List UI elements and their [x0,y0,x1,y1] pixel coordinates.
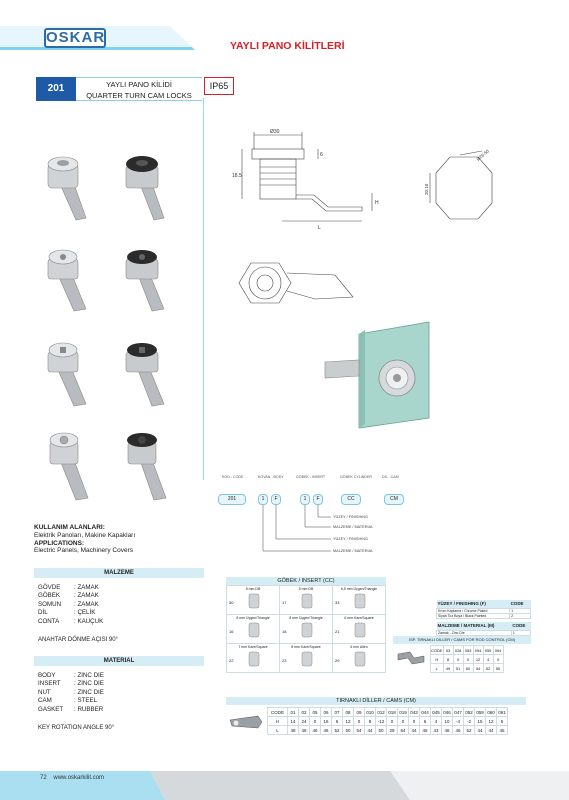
table-cell: 06 [321,708,332,717]
table-cell: 047 [454,709,462,715]
code-leader-lines [255,505,335,560]
table-cell: 6 [332,717,343,726]
lock-photo-black-3 [118,338,170,418]
malzeme-title: MALZEME [34,568,204,578]
table-row [268,726,508,735]
table-cell: CODE [268,708,288,717]
malzeme-list [38,584,103,626]
footer-url[interactable]: www.oskarkilit.com [53,775,105,781]
footer-text [40,775,104,781]
table-cell: 0 [354,717,365,726]
table-cell: 018 [388,709,396,715]
code-box-cc: CC [341,494,361,505]
table-cell: 50 [343,726,354,735]
insert-cell: 18 8 mm Üçgen/Triangle [280,615,333,644]
insert-icon [248,650,260,668]
insert-icon [354,650,366,668]
table-cell: 52 [332,726,343,735]
table-cell: 44 [409,726,420,735]
table-cell: 44 [486,726,497,735]
table-cell: 46 [453,726,464,735]
malzeme-row: DİL : ÇELİK [38,609,96,617]
cutout-drawing [420,145,510,235]
insert-cell: 22 7 mm Kare/Square [227,644,280,673]
insert-icon [301,592,313,610]
finishing-table-title: YÜZEY / FINISHING (F) [437,600,510,608]
table-cell: 044 [421,709,429,715]
dim-height-outer: 18.5 [232,173,242,179]
table-cell: 0 [310,717,321,726]
table-cell: 0 [409,717,420,726]
code-box-body-f: F [271,494,281,505]
code-header-insert: GÖBEK - INSERT [296,475,326,479]
divider-line [203,98,204,480]
lock-photo-black-1 [118,150,170,230]
malzeme-row: GÖVDE : ZAMAK [38,584,99,591]
material-row: GASKET : RUBBER [38,705,104,713]
side-view-drawing [222,125,392,235]
insert-cell: 16 8 mm Üçgen/Triangle [227,615,280,644]
product-names [76,77,202,101]
table-cell: 48 [288,726,299,735]
code-header-body: KOVAN - BODY [258,475,284,479]
insert-icon [301,621,313,639]
insert-cell: 30 5 mm DB [227,586,280,615]
table-cell: 45 [497,726,508,735]
material-row: NUT : ZINC DIE [38,688,104,696]
brand-logo: OSKAR [46,29,106,46]
table-cell: 45 [420,726,431,735]
table-cell: 16 [321,717,332,726]
code-label-finishing-1: YÜZEY / FINISHING [333,515,368,519]
table-cell: 50 [376,726,387,735]
table-cell: 44 [365,726,376,735]
code-box-body-1: 1 [258,494,268,505]
table-cell: L [268,726,288,735]
code-label-material-2: MALZEME / MATERIAL [333,549,374,553]
table-row: L 49 51 60 54 52 55 [431,664,504,673]
insert-cell: 23 8 mm Kare/Square [280,644,333,673]
table-row: H 8 0 0 12 4 0 [431,655,504,664]
insert-cell: 33 6,5 mm Üçgen/Triangle [333,586,386,615]
cam-table [267,707,508,735]
table-cell: 44 [475,726,486,735]
table-cell: 12 [343,717,354,726]
material-table [436,622,531,636]
malzeme-row: GÖBEK : ZAMAK [38,592,99,600]
table-cell: 045 [432,709,440,715]
table-cell: 46 [321,726,332,735]
usage-title-tr: KULLANIM ALANLARI: [34,524,105,531]
dim-h: H [375,200,379,206]
lock-photo-chrome-4 [40,428,92,508]
table-cell: 010 [366,709,374,715]
finishing-code-header: CODE [510,600,531,608]
table-cell: 46 [310,726,321,735]
insert-table-title: GÖBEK / INSERT (CC) [226,577,386,585]
malzeme-row: SOMUN : ZAMAK [38,600,99,608]
footer-grey-stripe [150,771,410,800]
malzeme-note: ANAHTAR DÖNME AÇISI 90° [38,637,118,643]
table-row: Siyah Toz Boya / Black Painted 2 [437,613,531,618]
table-cell: 64 [398,726,409,735]
material-code-header: CODE [511,622,530,630]
table-cell: 52 [464,726,475,735]
code-header-cylinder: GÖBEK CYLINDER [340,475,372,479]
table-cell: 48 [299,726,310,735]
table-cell: 29 [387,726,398,735]
table-cell: 08 [343,708,354,717]
dim-cutout-diameter: Ø26.50 [475,148,490,162]
lock-photo-chrome-1 [40,150,92,230]
code-label-material-1: MALZEME / MATERIAL [333,525,374,529]
table-cell: 12 [486,717,497,726]
table-cell: 05 [310,708,321,717]
table-cell: 48 [442,726,453,735]
table-cell: 059 [476,709,484,715]
dim-height-inner: 6 [320,152,323,158]
cam-icon [228,712,264,734]
finishing-table [436,600,531,619]
cam-table-title: TIRNAKLI DİLLER / CAMS (CM) [226,697,526,705]
table-cell: -4 [453,717,464,726]
table-cell: H [268,717,288,726]
table-cell: -12 [376,717,387,726]
material-row: INSERT : ZINC DIE [38,680,104,688]
table-cell: 14 [288,717,299,726]
table-cell: 07 [332,708,343,717]
table-cell: 4 [431,717,442,726]
lock-photo-chrome-2 [40,245,92,325]
dim-diameter: Ø30 [270,129,280,135]
table-cell: 01 [288,708,299,717]
table-row [268,708,508,717]
usage-title-en: APPLICATIONS: [34,539,85,547]
lock-photo-black-4 [118,428,170,508]
table-cell: 061 [498,709,506,715]
usage-text-en: Electric Panels, Machinery Covers [34,547,133,555]
table-cell: 02 [299,708,310,717]
insert-icon [301,650,313,668]
usage-block [34,524,135,555]
table-cell: 54 [354,726,365,735]
table-cell: 6 [420,717,431,726]
table-cell: 043 [410,709,418,715]
material-title: MATERIAL [34,656,204,666]
page-number: 72 [40,775,47,781]
table-row: CODE 03 028 053 054 055 064 [431,647,502,653]
code-box-insert-f: F [313,494,323,505]
insert-icon [248,592,260,610]
code-label-finishing-2: YÜZEY / FINISHING [333,537,368,541]
product-name-en: QUARTER TURN CAM LOCKS [86,91,192,100]
table-cell: -2 [464,717,475,726]
table-cell: 060 [487,709,495,715]
malzeme-row: CONTA : KAUÇUK [38,617,104,625]
table-cell: 43 [431,726,442,735]
material-row: CAM : STEEL [38,697,98,705]
code-box-201: 201 [218,494,246,505]
insert-cell: 21 6 mm Kare/Square [333,615,386,644]
material-list [38,672,104,714]
table-row: Zamak - Zinc Die 1 [437,630,531,635]
dim-cutout-flat: 20.10 [424,183,429,195]
lock-photo-chrome-3 [40,338,92,418]
insert-icon [248,621,260,639]
insert-cell: 17 5 mm DB [280,586,333,615]
product-name-tr: YAYLI PANO KİLİDİ [106,80,172,89]
table-cell: 019 [399,709,407,715]
material-note: KEY ROTATION ANGLE 90° [38,725,115,731]
insert-table [226,585,386,673]
code-box-cm: CM [384,494,404,505]
table-cell: 09 [354,708,365,717]
table-cell: 0 [387,717,398,726]
insert-cell: 29 6 mm Allen [333,644,386,673]
material-row: BODY : ZINC DIE [38,672,104,679]
panel-illustration [315,320,435,430]
usage-text-tr: Elektrik Panoları, Makine Kapakları [34,531,136,539]
insert-icon [354,592,366,610]
lock-photo-black-2 [118,245,170,325]
table-cell: 8 [365,717,376,726]
table-cell: 0 [398,717,409,726]
table-cell: 5 [497,717,508,726]
dim-l: L [318,225,321,231]
table-row: Krom Kaplama / Chrome Plated 1 [437,608,531,613]
rod-table-title: İSP. TIRNAKLI DİLLER / CAMS FOR ROD CONTROL (CM) [393,636,531,644]
table-cell: 15 [475,717,486,726]
rod-table [430,645,504,673]
material-table-title: MALZEME / MATERIAL (M) [437,622,512,630]
front-view-drawing [235,245,375,320]
ip-rating-badge: IP65 [204,77,234,95]
page-title: YAYLI PANO KİLİTLERİ [230,40,345,52]
code-header-cam: DİL - CAM [382,475,399,479]
rod-cam-icon [396,648,426,670]
code-box-insert-1: 1 [300,494,310,505]
table-cell: 10 [442,717,453,726]
product-code: 201 [36,77,76,101]
insert-icon [354,621,366,639]
code-header-kod: KOD - CODE [222,475,244,479]
table-cell: 012 [377,709,385,715]
table-row [268,717,508,726]
table-cell: 24 [299,717,310,726]
table-cell: 052 [465,709,473,715]
table-cell: 046 [443,709,451,715]
